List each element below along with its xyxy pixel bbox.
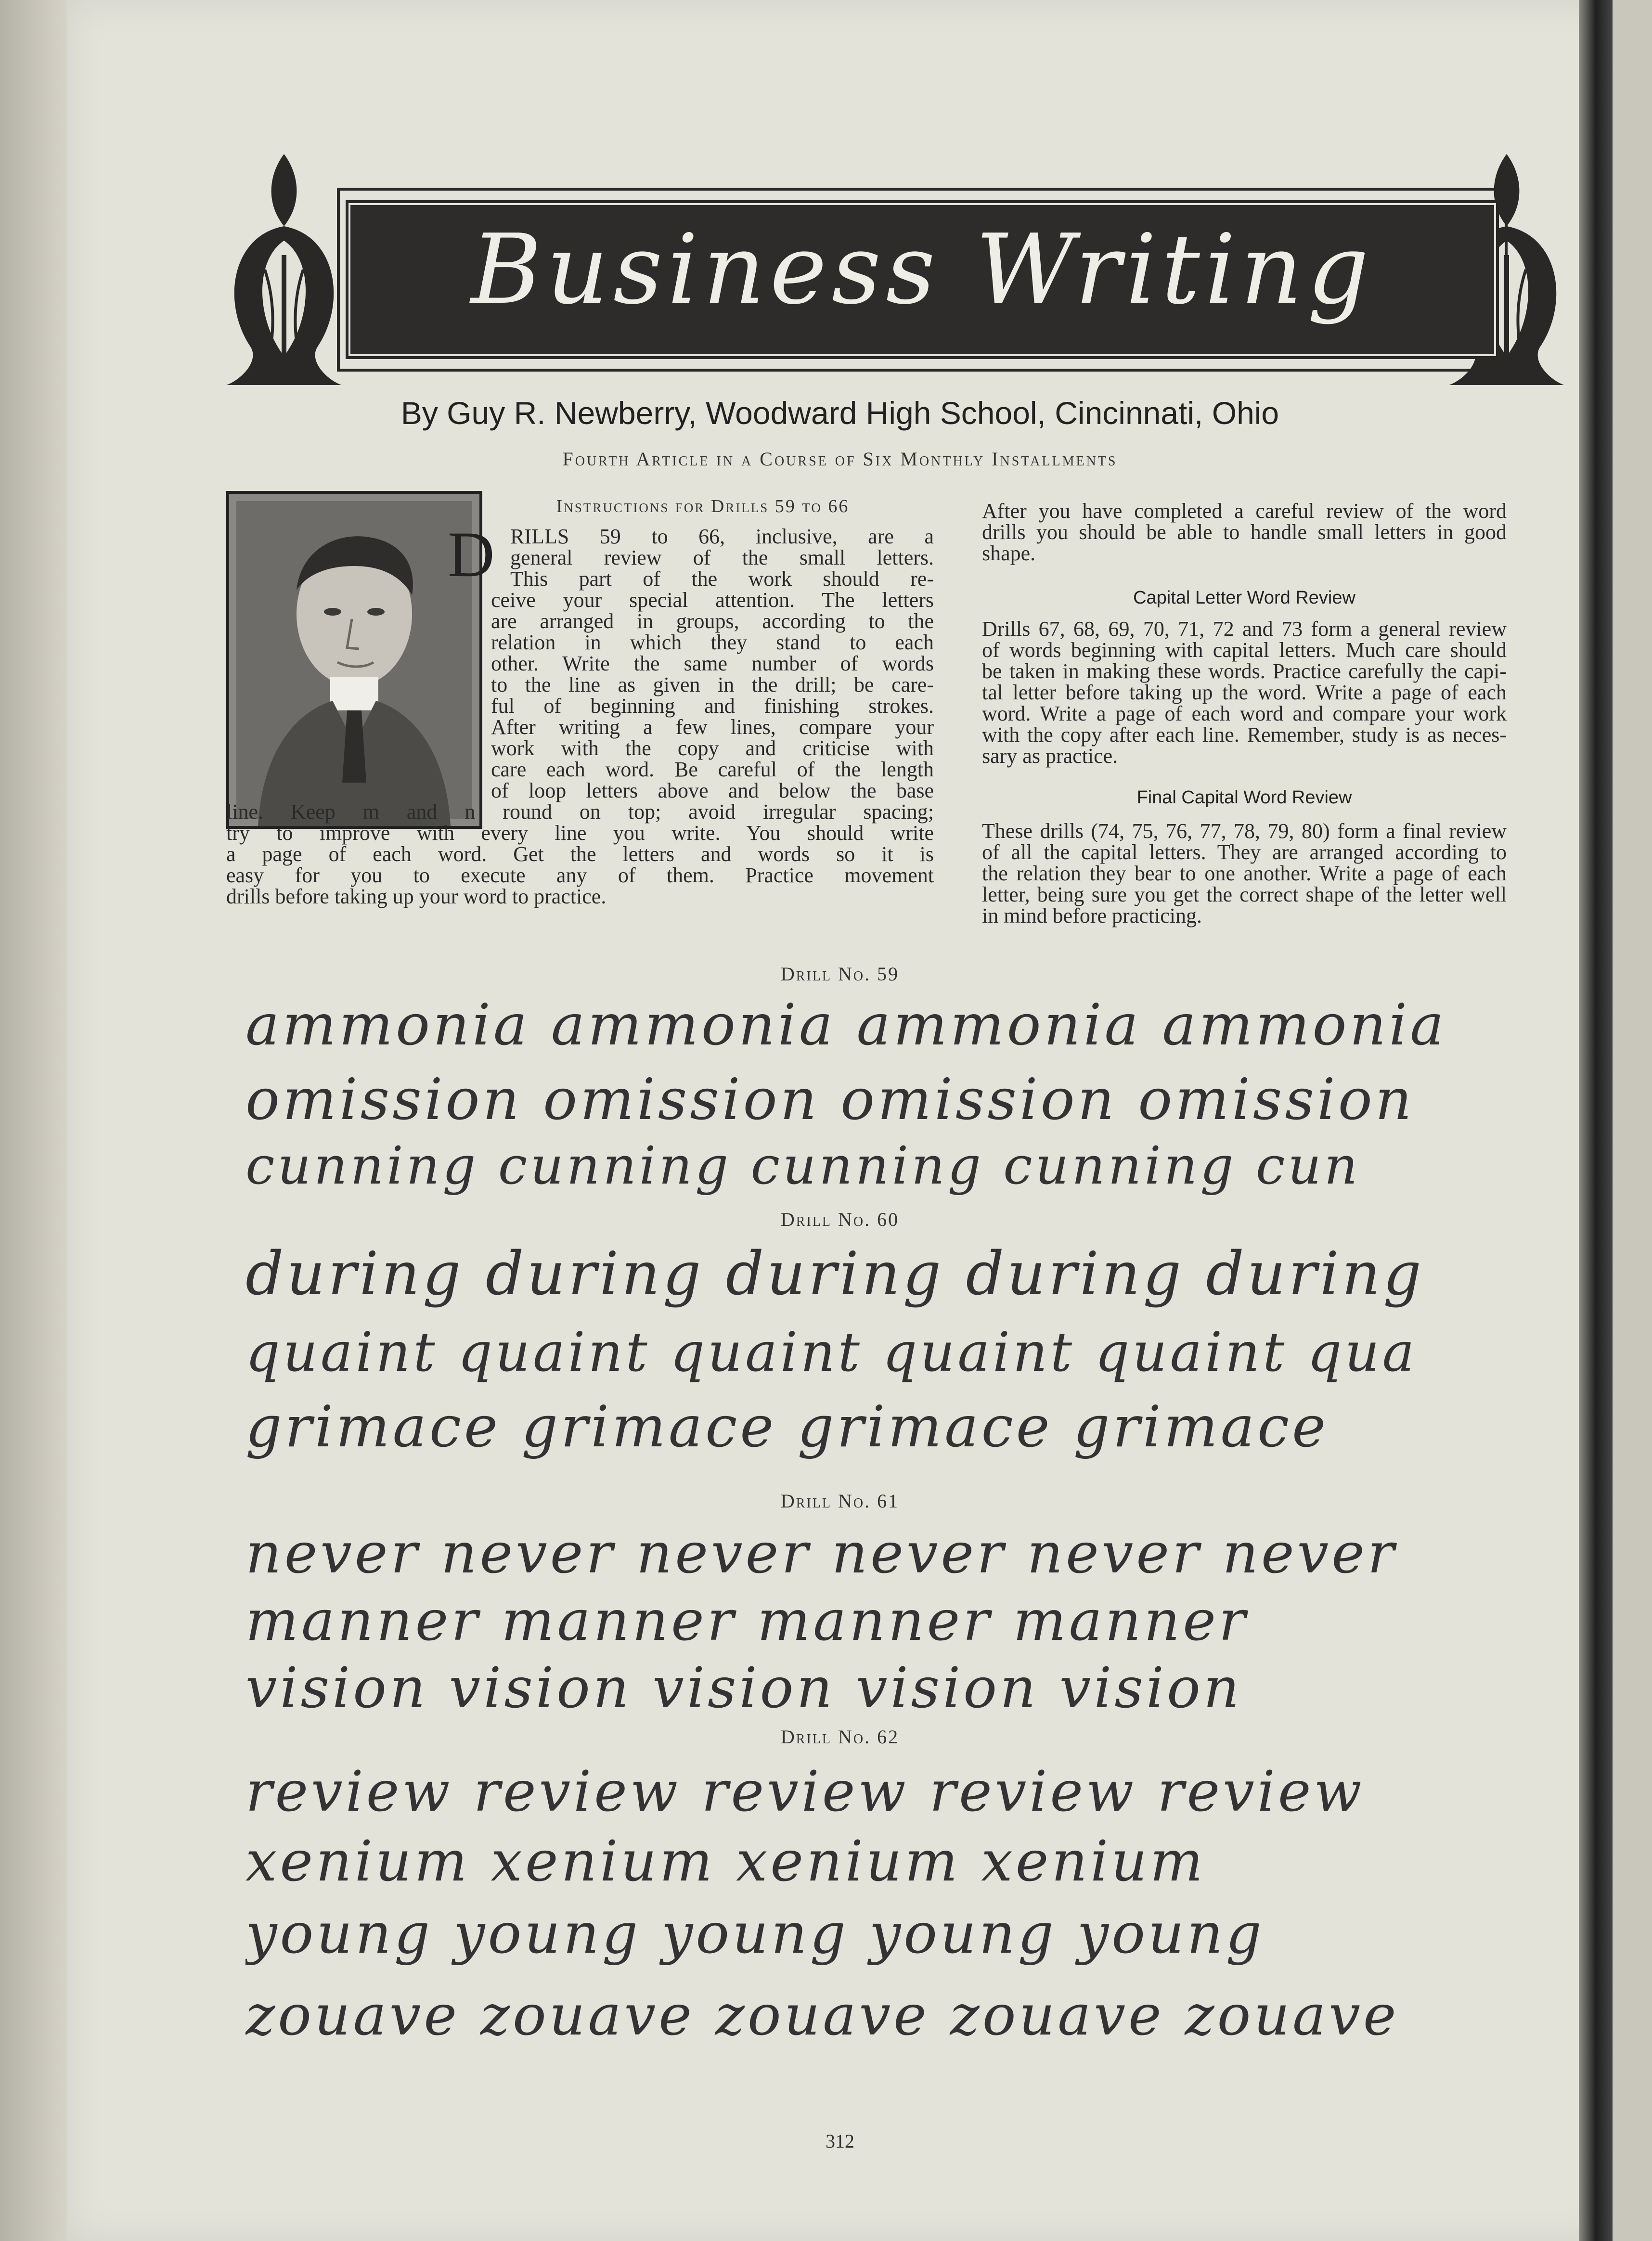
left-line: of loop letters above and below the base — [491, 779, 934, 802]
left-line: RILLS 59 to 66, inclusive, are a — [510, 525, 934, 548]
left-line: drills before taking up your word to practice. — [226, 885, 607, 908]
left-line: a page of each word. Get the letters and words so it is — [226, 842, 934, 866]
right-line: in mind before practicing. — [982, 904, 1202, 927]
right-line: the relation they bear to one another. Write a page of each — [982, 862, 1507, 885]
drill-heading: Drill No. 61 — [780, 1490, 900, 1512]
final-review-heading: Final Capital Word Review — [1136, 787, 1352, 808]
left-line: line. Keep m and n round on top; avoid irregular spacing; — [226, 800, 934, 824]
book-gutter — [1579, 0, 1613, 2241]
page-number: 312 — [826, 2130, 854, 2152]
drill-line: ammonia ammonia ammonia ammonia — [245, 992, 1447, 1058]
drill-heading: Drill No. 62 — [780, 1726, 900, 1748]
page — [67, 0, 1613, 2241]
drill-heading: Drill No. 59 — [780, 963, 900, 985]
drill-heading: Drill No. 60 — [780, 1209, 900, 1230]
left-line: care each word. Be careful of the length — [491, 758, 934, 781]
left-line: general review of the small letters. — [510, 546, 934, 569]
left-line: try to improve with every line you write. You should write — [226, 821, 934, 845]
left-line: ful of beginning and finishing strokes. — [491, 694, 934, 718]
drill-line: young young young young young — [245, 1901, 1265, 1966]
left-line: other. Write the same number of words — [491, 652, 934, 675]
right-line: sary as practice. — [982, 744, 1118, 768]
left-line: After writing a few lines, compare your — [491, 715, 934, 739]
left-line: easy for you to execute any of them. Practice movement — [226, 863, 934, 887]
drill-line: quaint quaint quaint quaint quaint qua — [245, 1321, 1418, 1384]
drill-line: cunning cunning cunning cunning cun — [245, 1136, 1361, 1196]
drill-line: manner manner manner manner — [245, 1588, 1249, 1653]
right-line: of words beginning with capital letters. Much care should — [982, 638, 1507, 662]
left-line: to the line as given in the drill; be care- — [491, 673, 934, 696]
banner-title: Business Writing — [471, 214, 1374, 326]
left-line: This part of the work should re- — [510, 567, 934, 591]
left-line: ceive your special attention. The letters — [491, 588, 934, 612]
right-line: These drills (74, 75, 76, 77, 78, 79, 80) form a final review — [982, 819, 1507, 843]
drill-line: omission omission omission omission — [245, 1066, 1415, 1133]
drill-line: grimace grimace grimace grimace — [245, 1393, 1329, 1460]
capital-review-heading: Capital Letter Word Review — [1133, 588, 1355, 608]
right-line: drills you should be able to handle small letters in good — [982, 520, 1507, 544]
left-line: are arranged in groups, according to the — [491, 609, 934, 633]
title-banner — [337, 188, 1508, 372]
drop-cap: D — [448, 519, 495, 591]
right-line: with the copy after each line. Remember, study is as neces- — [982, 723, 1507, 747]
right-line: letter, being sure you get the correct shape of the letter well — [982, 883, 1507, 906]
drill-line: xenium xenium xenium xenium — [245, 1829, 1206, 1894]
left-ornament-icon — [212, 144, 356, 399]
author-portrait — [226, 491, 482, 829]
right-line: shape. — [982, 541, 1036, 565]
left-column-heading: Instructions for Drills 59 to 66 — [556, 496, 850, 516]
right-line: After you have completed a careful review of the word — [982, 499, 1507, 523]
drill-line: during during during during during — [245, 1239, 1424, 1309]
right-line: tal letter before taking up the word. Write a page of each — [982, 681, 1507, 704]
right-line: of all the capital letters. They are arranged according to — [982, 840, 1507, 864]
drill-line: zouave zouave zouave zouave zouave — [245, 1983, 1399, 2048]
left-line: work with the copy and criticise with — [491, 736, 934, 760]
banner-panel — [348, 203, 1496, 356]
right-line: Drills 67, 68, 69, 70, 71, 72 and 73 form a general review — [982, 617, 1507, 641]
right-line: word. Write a page of each word and compare your work — [982, 702, 1507, 725]
left-line: relation in which they stand to each — [491, 631, 934, 654]
drill-line: never never never never never never — [245, 1521, 1397, 1586]
drill-line: review review review review review — [245, 1759, 1365, 1824]
article-subtitle: Fourth Article in a Course of Six Monthly Installments — [562, 448, 1118, 470]
drill-line: vision vision vision vision vision — [245, 1656, 1242, 1721]
byline: By Guy R. Newberry, Woodward High School, Cincinnati, Ohio — [400, 395, 1279, 431]
right-line: be taken in making these words. Practice carefully the capi- — [982, 659, 1507, 683]
page-edge-left — [0, 0, 67, 2241]
